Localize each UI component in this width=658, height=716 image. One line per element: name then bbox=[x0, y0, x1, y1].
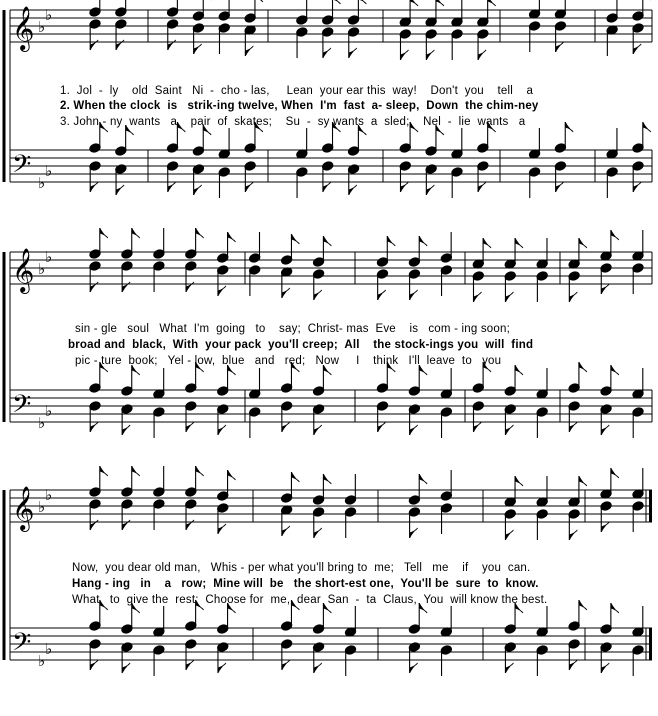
note-flag bbox=[400, 182, 408, 192]
note-flag bbox=[579, 476, 587, 486]
flat-icon: ♭ bbox=[38, 652, 46, 670]
treble-clef-icon: 𝄞 bbox=[12, 248, 35, 292]
note-flag bbox=[314, 663, 322, 673]
note-flag bbox=[611, 468, 619, 478]
bass-clef-icon: 𝄢 bbox=[12, 390, 32, 425]
note-flag bbox=[611, 230, 619, 240]
bass-clef-icon: 𝄢 bbox=[12, 628, 32, 663]
note-flag bbox=[186, 660, 194, 670]
note-flag bbox=[378, 290, 386, 300]
flat-icon: ♭ bbox=[45, 6, 53, 24]
flat-icon: ♭ bbox=[45, 248, 53, 266]
note-flag bbox=[291, 472, 299, 482]
note-flag bbox=[194, 185, 202, 195]
flat-icon: ♭ bbox=[38, 18, 46, 36]
note-flag bbox=[245, 46, 253, 56]
note-flag bbox=[410, 425, 418, 435]
flat-icon: ♭ bbox=[38, 260, 46, 278]
note-flag bbox=[218, 286, 226, 296]
note-flag bbox=[245, 182, 253, 192]
lyric-verse-1: 1. Jol - ly old Saint Ni - cho - las, Lean your ear this way! Don't you tell a bbox=[60, 85, 534, 97]
note-flag bbox=[314, 290, 322, 300]
note-flag bbox=[483, 238, 491, 248]
flat-icon: ♭ bbox=[38, 498, 46, 516]
note-flag bbox=[601, 425, 609, 435]
note-flag bbox=[100, 228, 108, 238]
note-flag bbox=[410, 663, 418, 673]
note-flag bbox=[228, 232, 236, 242]
note-flag bbox=[218, 524, 226, 534]
note-flag bbox=[168, 182, 176, 192]
note-flag bbox=[633, 182, 641, 192]
note-flag bbox=[349, 185, 357, 195]
bass-staff bbox=[10, 600, 652, 676]
note-flag bbox=[569, 292, 577, 302]
note-flag bbox=[569, 530, 577, 540]
note-flag bbox=[488, 0, 496, 6]
note-flag bbox=[400, 50, 408, 60]
note-flag bbox=[419, 474, 427, 484]
note-flag bbox=[569, 660, 577, 670]
note-flag bbox=[116, 185, 124, 195]
note-flag bbox=[282, 660, 290, 670]
note-flag bbox=[282, 422, 290, 432]
lyric-verse-1: sin - gle soul What I'm going to say; Christ- mas Eve is com - ing soon; bbox=[75, 323, 510, 335]
note-flag bbox=[419, 236, 427, 246]
note-flag bbox=[436, 0, 444, 6]
note-flag bbox=[196, 228, 204, 238]
lyric-verse-3: 3. John - ny wants a pair of skates; Su - sy wants a sled; Nel - lie wants a bbox=[60, 116, 526, 128]
flat-icon: ♭ bbox=[38, 414, 46, 432]
flat-icon: ♭ bbox=[45, 162, 53, 180]
note-flag bbox=[505, 425, 513, 435]
treble-staff bbox=[10, 466, 652, 540]
note-flag bbox=[218, 425, 226, 435]
note-flag bbox=[426, 185, 434, 195]
note-flag bbox=[505, 292, 513, 302]
treble-clef-icon: 𝄞 bbox=[12, 486, 35, 530]
note-flag bbox=[90, 422, 98, 432]
note-flag bbox=[194, 44, 202, 54]
note-flag bbox=[323, 236, 331, 246]
flat-icon: ♭ bbox=[38, 174, 46, 192]
note-flag bbox=[601, 522, 609, 532]
note-flag bbox=[122, 425, 130, 435]
note-flag bbox=[314, 528, 322, 538]
note-flag bbox=[601, 284, 609, 294]
note-flag bbox=[218, 663, 226, 673]
note-flag bbox=[186, 422, 194, 432]
note-flag bbox=[601, 663, 609, 673]
flat-icon: ♭ bbox=[45, 640, 53, 658]
note-flag bbox=[478, 50, 486, 60]
lyric-verse-2: Hang - ing in a row; Mine will be the short-est one, You'll be sure to know. bbox=[72, 578, 539, 590]
lyric-verse-2: broad and black, With your pack you'll creep; All the stock-ings you will find bbox=[68, 339, 534, 351]
note-flag bbox=[515, 238, 523, 248]
flat-icon: ♭ bbox=[45, 402, 53, 420]
note-flag bbox=[122, 663, 130, 673]
note-flag bbox=[410, 528, 418, 538]
note-flag bbox=[426, 50, 434, 60]
note-flag bbox=[333, 0, 341, 4]
flat-icon: ♭ bbox=[45, 486, 53, 504]
note-flag bbox=[323, 182, 331, 192]
bass-staff bbox=[10, 122, 652, 198]
note-flag bbox=[505, 663, 513, 673]
note-flag bbox=[90, 660, 98, 670]
note-flag bbox=[569, 422, 577, 432]
note-flag bbox=[196, 466, 204, 476]
treble-clef-icon: 𝄞 bbox=[12, 6, 35, 50]
note-flag bbox=[556, 42, 564, 52]
note-flag bbox=[387, 236, 395, 246]
treble-staff bbox=[10, 0, 652, 60]
note-flag bbox=[90, 182, 98, 192]
note-flag bbox=[323, 48, 331, 58]
note-flag bbox=[314, 425, 322, 435]
note-flag bbox=[633, 44, 641, 54]
bass-clef-icon: 𝄢 bbox=[12, 150, 32, 185]
treble-staff bbox=[10, 228, 652, 302]
note-flag bbox=[100, 466, 108, 476]
note-flag bbox=[478, 182, 486, 192]
note-flag bbox=[282, 288, 290, 298]
lyric-verse-2: 2. When the clock is strik-ing twelve, When I'm fast a- sleep, Down the chim-ney bbox=[60, 100, 539, 112]
note-flag bbox=[132, 228, 140, 238]
note-flag bbox=[132, 466, 140, 476]
note-flag bbox=[255, 0, 263, 2]
note-flag bbox=[410, 290, 418, 300]
lyric-verse-3: What to give the rest; Choose for me, dear San - ta Claus, You will know the best. bbox=[72, 594, 548, 606]
bass-staff bbox=[10, 362, 652, 438]
note-flag bbox=[349, 48, 357, 58]
note-flag bbox=[291, 234, 299, 244]
note-flag bbox=[358, 0, 366, 4]
lyric-verse-3: pic - ture book; Yel - low, blue and red; Now I think I'll leave to you bbox=[75, 355, 502, 367]
note-flag bbox=[556, 182, 564, 192]
note-flag bbox=[228, 470, 236, 480]
note-flag bbox=[473, 422, 481, 432]
lyric-verse-1: Now, you dear old man, Whis - per what you'll bring to me; Tell me if you can. bbox=[72, 562, 531, 574]
note-flag bbox=[515, 476, 523, 486]
note-flag bbox=[410, 0, 418, 6]
note-flag bbox=[378, 422, 386, 432]
note-flag bbox=[323, 474, 331, 484]
note-flag bbox=[282, 526, 290, 536]
note-flag bbox=[579, 238, 587, 248]
note-flag bbox=[505, 530, 513, 540]
note-flag bbox=[473, 292, 481, 302]
